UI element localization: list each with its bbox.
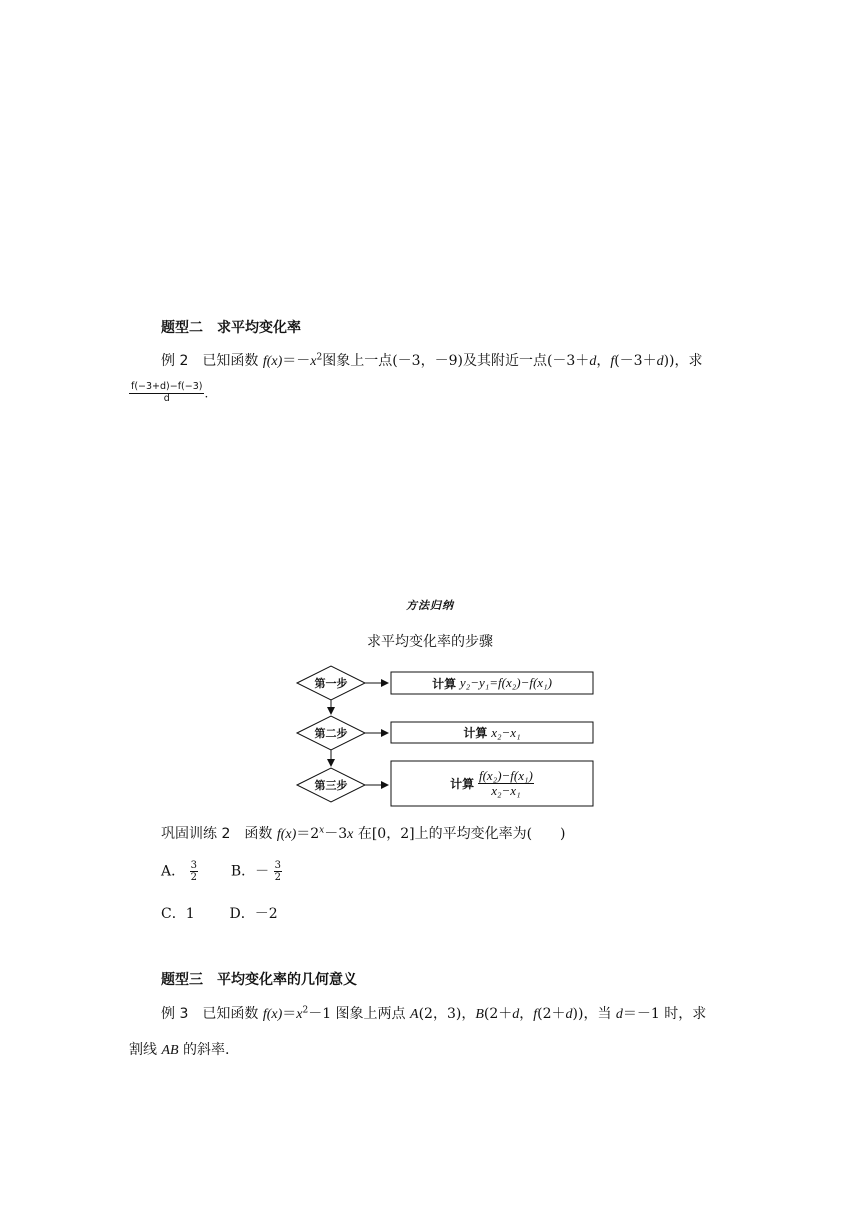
example-2-text-d: ))，求 — [663, 353, 703, 369]
example-3-text-h: ＝－1 时，求 — [622, 1006, 707, 1022]
step-3-numerator: f(x₂)−f(x₁) — [478, 767, 533, 783]
option-b-num: 3 — [274, 860, 281, 871]
steps-title: 求平均变化率的步骤 — [367, 634, 493, 650]
example-3-text-g: ))，当 — [572, 1006, 616, 1022]
step-2-label: 第二步 — [314, 727, 348, 740]
step-1-content — [391, 672, 593, 694]
drill-2-text-b: －3 — [324, 826, 348, 842]
option-b-label: B．－ — [230, 863, 270, 880]
step-3-denominator: x₂−x₁ — [491, 783, 521, 798]
method-title: 方法归纳 — [406, 599, 454, 612]
fraction-numerator: f(−3+d)−f(−3) — [129, 382, 204, 394]
example-3-d: d — [512, 1007, 520, 1022]
example-3-d-3: d — [615, 1007, 623, 1022]
example-3-f: f — [533, 1007, 538, 1022]
options-row-1 — [161, 860, 282, 883]
example-3-text-a: 已知函数 — [202, 1006, 263, 1022]
example-3-line2-b: 的斜率. — [178, 1042, 230, 1058]
drill-2-label: 巩固训练 2 — [161, 826, 231, 842]
example-3-text-e: ， — [519, 1006, 534, 1022]
step-3-prefix: 计算 — [450, 777, 475, 791]
step-1-prefix: 计算 — [432, 676, 457, 691]
drill-2-text-a: 函数 — [244, 826, 277, 842]
option-a-num: 3 — [190, 860, 197, 871]
section-heading-2: 题型二 求平均变化率 — [161, 320, 301, 336]
var-x: x — [310, 354, 317, 369]
example-2-text-c: (－3＋ — [614, 353, 657, 369]
drill-2-x: x — [347, 827, 354, 842]
example-2-label: 例 2 — [161, 353, 189, 369]
step-3-content — [391, 761, 593, 806]
option-d: D．－2 — [229, 906, 278, 922]
step-1-label: 第一步 — [314, 677, 348, 690]
exponent-2: 2 — [316, 352, 323, 363]
example-3-line2-a: 割线 — [129, 1042, 162, 1058]
example-3-fx: f(x) — [262, 1007, 283, 1022]
example-3-d-2: d — [565, 1007, 573, 1022]
drill-2-eq: ＝2 — [296, 826, 320, 842]
step-3-label: 第三步 — [314, 779, 348, 792]
example-3-x: x — [296, 1007, 303, 1022]
example-2-fraction — [129, 382, 208, 405]
step-2-content — [391, 722, 593, 743]
var-d-2: d — [656, 354, 664, 369]
drill-2-text — [161, 823, 566, 843]
step-1-formula: y₂−y₁=f(x₂)−f(x₁) — [459, 675, 552, 690]
example-3-text-b: －1 图象上两点 — [308, 1006, 411, 1022]
var-f: f — [610, 354, 615, 369]
example-2-text-a: 已知函数 — [202, 353, 263, 369]
example-2-eq: ＝－ — [282, 353, 311, 369]
option-c: C．1 — [161, 906, 195, 922]
options-row-2 — [161, 903, 278, 923]
option-b-den: 2 — [274, 872, 281, 883]
example-2-text-b: 图象上一点(－3，－9)及其附近一点(－3＋ — [322, 353, 590, 369]
drill-2-text-c: 在[0，2]上的平均变化率为( ) — [353, 826, 566, 842]
section-heading-3: 题型三 平均变化率的几何意义 — [161, 972, 357, 988]
point-b: B — [475, 1007, 484, 1022]
drill-2-sup: x — [319, 825, 325, 836]
function-fx: f(x) — [262, 354, 283, 369]
secant-ab: AB — [161, 1043, 179, 1058]
point-a: A — [410, 1007, 419, 1022]
example-3-text-c: (2，3)， — [418, 1006, 476, 1022]
fraction-denominator: d — [163, 393, 170, 405]
example-3-line-1 — [161, 1003, 706, 1023]
var-d: d — [589, 354, 597, 369]
comma: ， — [596, 353, 611, 369]
example-3-text-f: (2＋ — [537, 1006, 566, 1022]
step-2-formula: x₂−x₁ — [491, 724, 521, 740]
example-3-label: 例 3 — [161, 1006, 189, 1022]
drill-2-fx: f(x) — [276, 827, 297, 842]
option-a-label: A． — [161, 863, 186, 880]
example-2-text — [161, 350, 703, 370]
step-2-prefix: 计算 — [463, 726, 488, 740]
example-3-line-2 — [129, 1039, 229, 1059]
example-3-eq: ＝ — [282, 1006, 297, 1022]
period: . — [204, 386, 209, 401]
example-3-sq: 2 — [302, 1005, 309, 1016]
option-a-den: 2 — [190, 872, 197, 883]
example-3-text-d: (2＋ — [483, 1006, 513, 1022]
